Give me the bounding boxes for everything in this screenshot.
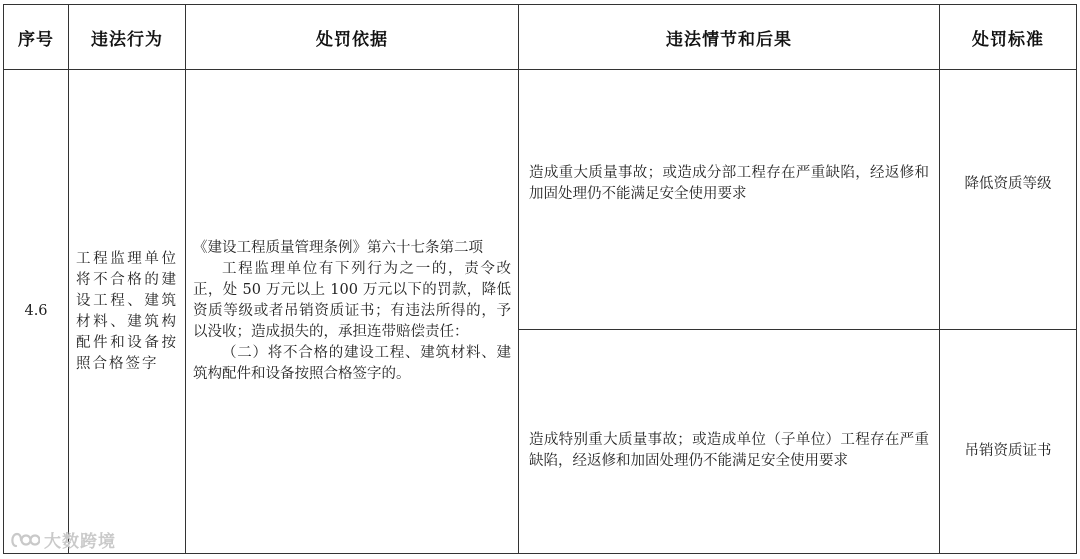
basis-title: 《建设工程质量管理条例》第六十七条第二项 [193, 240, 483, 256]
cell-standard-1: 降低资质等级 [940, 70, 1077, 330]
header-circumstances: 违法情节和后果 [519, 5, 940, 70]
watermark [10, 527, 116, 552]
header-basis: 处罚依据 [186, 5, 519, 70]
header-row [4, 5, 1077, 70]
table-row [4, 70, 1077, 330]
header-number: 序号 [4, 5, 69, 70]
header-standard: 处罚标准 [940, 5, 1077, 70]
cell-standard-2: 吊销资质证书 [940, 329, 1077, 553]
header-violation: 违法行为 [69, 5, 186, 70]
basis-item: （二）将不合格的建设工程、建筑材料、建筑构配件和设备按照合格签字的。 [193, 345, 511, 382]
brand-logo-icon [10, 530, 40, 550]
table-header [4, 5, 1077, 70]
penalty-table [3, 4, 1077, 554]
cell-basis [186, 70, 519, 554]
cell-circumstance-2: 造成特别重大质量事故；或造成单位（子单位）工程存在严重缺陷，经返修和加固处理仍不能满足安全使用要求 [519, 329, 940, 553]
watermark-text: 大数跨境 [44, 532, 116, 552]
table-body [4, 70, 1077, 554]
basis-clause: 工程监理单位有下列行为之一的，责令改正，处 50 万元以上 100 万元以下的罚款，降低资质等级或者吊销资质证书；有违法所得的，予以没收；造成损失的，承担连带赔偿责任： [193, 261, 511, 340]
cell-violation: 工程监理单位将不合格的建设工程、建筑材料、建筑构配件和设备按照合格签字 [69, 70, 186, 554]
cell-circumstance-1: 造成重大质量事故；或造成分部工程存在严重缺陷，经返修和加固处理仍不能满足安全使用要求 [519, 70, 940, 330]
cell-number: 4.6 [4, 70, 69, 554]
